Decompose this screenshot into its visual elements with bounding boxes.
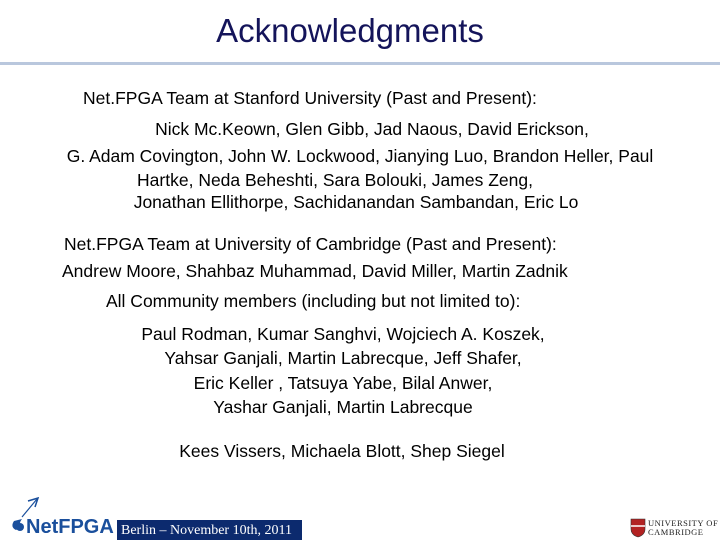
footer-bar (0, 510, 720, 540)
stanford-line-4: Jonathan Ellithorpe, Sachidanandan Sambandan, Eric Lo (133, 192, 579, 212)
community-line-1: Paul Rodman, Kumar Sanghvi, Wojciech A. Koszek, (141, 324, 545, 344)
community-line-4: Yashar Ganjali, Martin Labrecque (213, 397, 473, 417)
stanford-line-2: G. Adam Covington, John W. Lockwood, Jianying Luo, Brandon Heller, Paul (66, 146, 654, 166)
cambridge-logo (628, 517, 720, 540)
stanford-header: Net.FPGA Team at Stanford University (Past and Present): (83, 88, 537, 108)
community-line-2: Yahsar Ganjali, Martin Labrecque, Jeff Shafer, (164, 348, 522, 368)
stanford-line-1: Nick Mc.Keown, Glen Gibb, Jad Naous, David Erickson, (155, 119, 589, 139)
cambridge-line: Andrew Moore, Shahbaz Muhammad, David Miller, Martin Zadnik (62, 261, 568, 281)
cambridge-logo-line-1: UNIVERSITY OF (648, 518, 719, 528)
additional-thanks: Kees Vissers, Michaela Blott, Shep Siegel (179, 441, 505, 461)
stanford-line-3: Hartke, Neda Beheshti, Sara Bolouki, James Zeng, (137, 170, 533, 190)
community-header: All Community members (including but not limited to): (106, 291, 521, 311)
cambridge-logo-text (648, 519, 718, 537)
netfpga-logo-text: NetFPGA (26, 516, 114, 537)
title-divider (0, 62, 720, 65)
community-line-3: Eric Keller , Tatsuya Yabe, Bilal Anwer, (193, 373, 493, 393)
cambridge-logo-line-2: CAMBRIDGE (648, 527, 704, 537)
slide-title: Acknowledgments (216, 12, 484, 49)
footer-date-box (117, 520, 302, 540)
cambridge-header: Net.FPGA Team at University of Cambridge (Past and Present): (64, 234, 557, 254)
footer-date: Berlin – November 10th, 2011 (121, 523, 292, 538)
cambridge-crest-icon (630, 518, 646, 538)
